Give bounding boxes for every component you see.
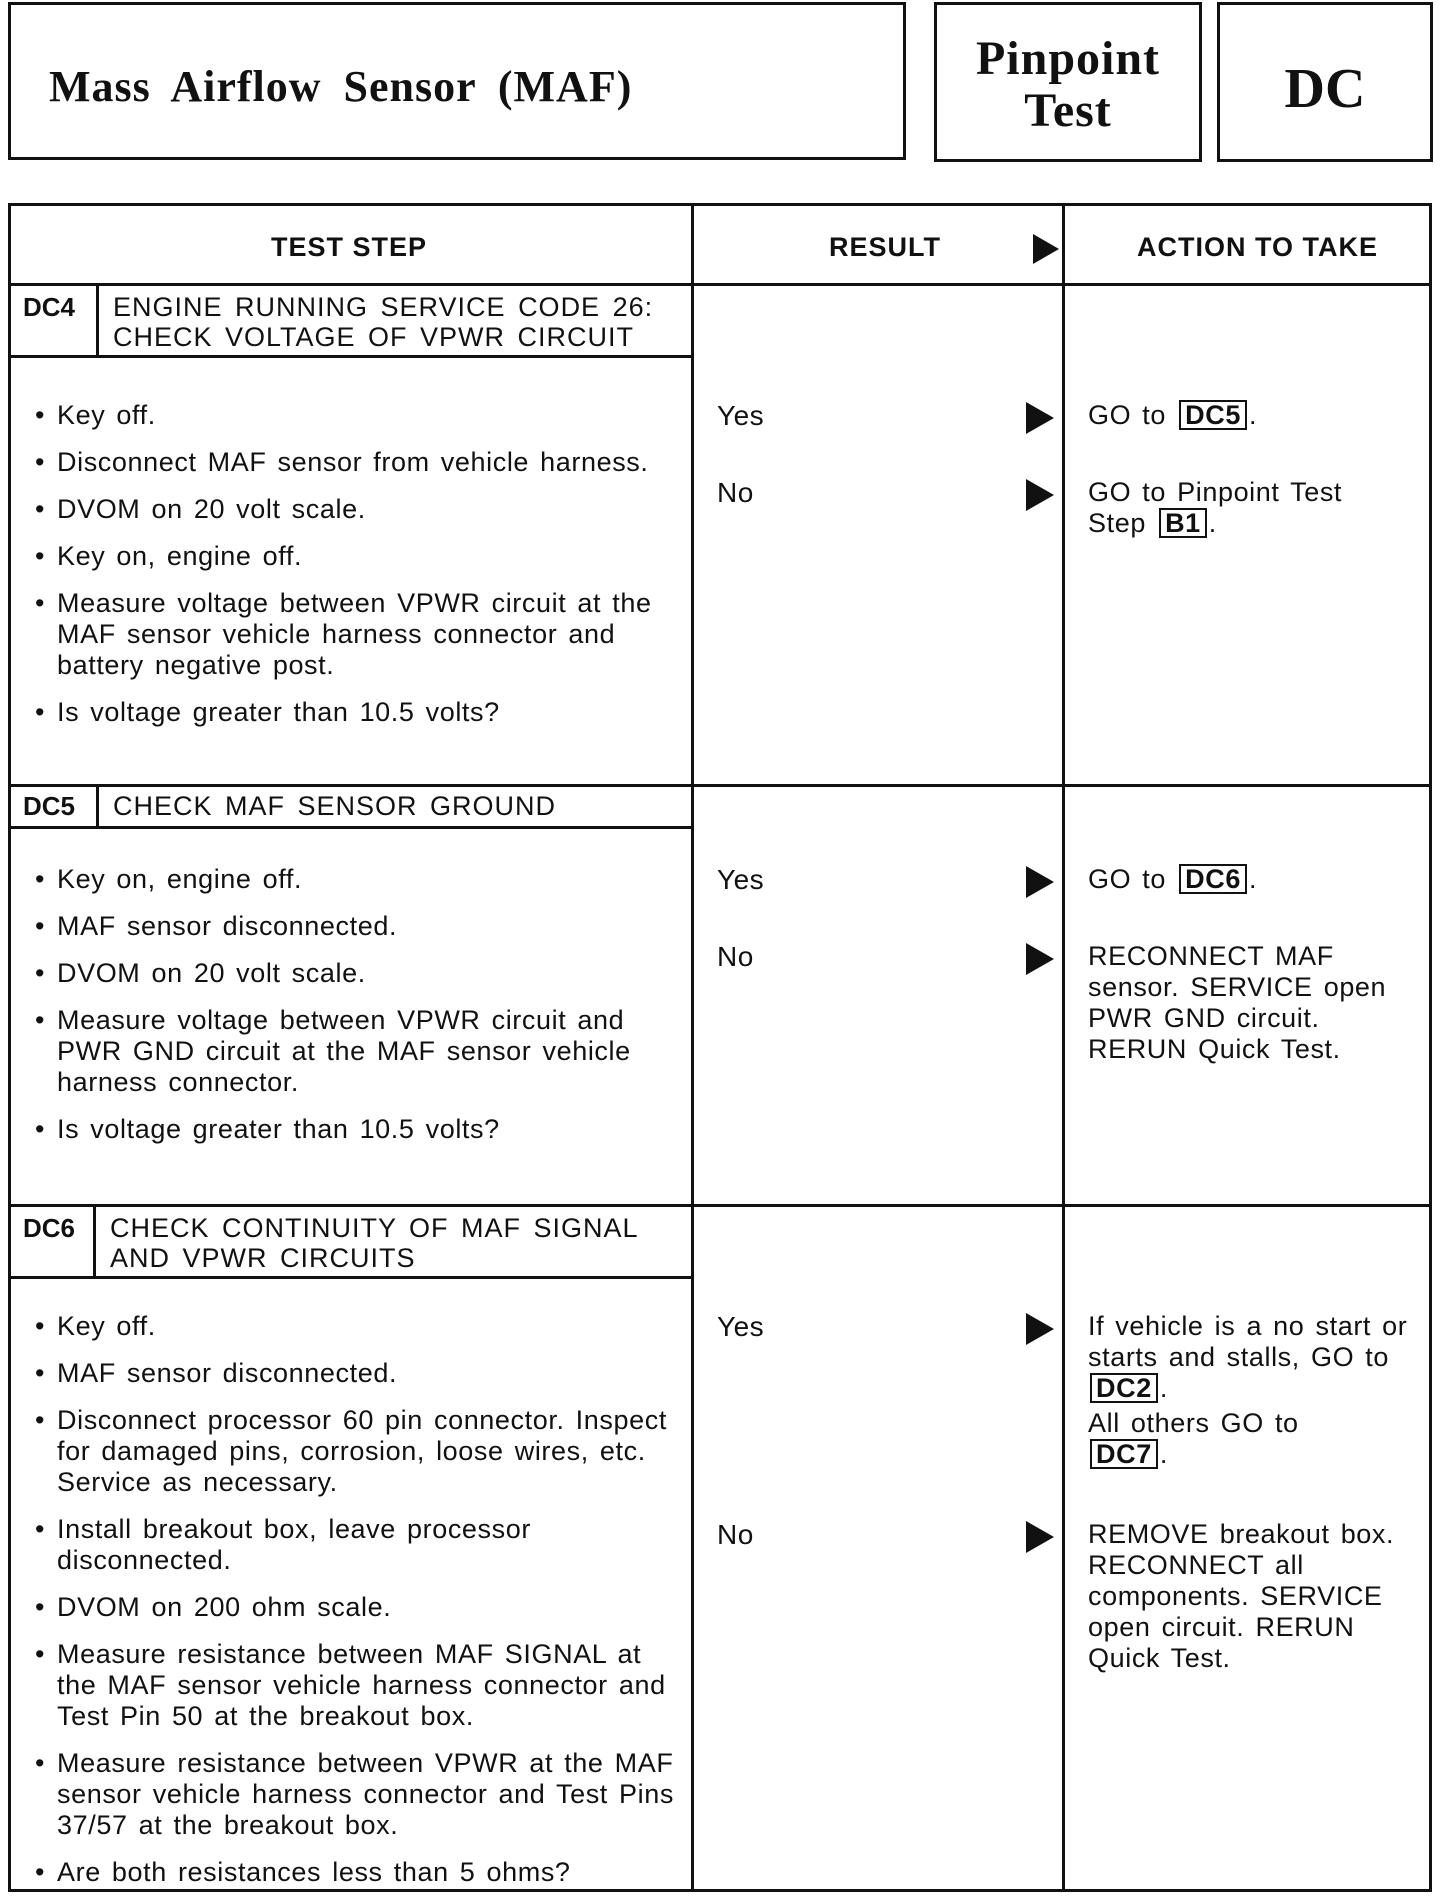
action-text: If vehicle is a no start or starts and stalls, GO to <box>1088 1311 1408 1372</box>
step-header-dc4 <box>11 286 691 358</box>
action-line <box>1088 1408 1338 1470</box>
page-title: Mass Airflow Sensor (MAF) <box>49 62 633 111</box>
action-text: All others GO to <box>1088 1408 1299 1438</box>
column-divider <box>1062 206 1065 1889</box>
test-type-line2: Test <box>1024 84 1112 137</box>
test-table <box>8 203 1432 1892</box>
step-title-line: CHECK MAF SENSOR GROUND <box>113 791 557 821</box>
action-text: GO to <box>1088 400 1167 430</box>
action-suffix: . <box>1159 1373 1168 1403</box>
arrow-right-icon <box>1026 943 1054 975</box>
action-no: RECONNECT MAF sensor. SERVICE open PWR GND circuit. RERUN Quick Test. <box>1088 941 1387 1064</box>
test-type-label <box>937 33 1199 137</box>
column-header-action: ACTION TO TAKE <box>1137 232 1378 262</box>
step-header-dc6 <box>11 1207 691 1279</box>
step-title <box>110 1213 639 1273</box>
action-suffix: . <box>1248 864 1258 894</box>
result-no: No <box>717 477 754 508</box>
step-title-line: CHECK VOLTAGE OF VPWR CIRCUIT <box>113 322 635 352</box>
result-no: No <box>717 941 754 972</box>
step-title-line: CHECK CONTINUITY OF MAF SIGNAL <box>110 1213 639 1243</box>
test-code: DC <box>1284 58 1366 120</box>
instruction-item: • DVOM on 200 ohm scale. <box>35 1592 675 1623</box>
action-line <box>1088 1311 1418 1404</box>
instruction-item: • Is voltage greater than 10.5 volts? <box>35 1114 675 1145</box>
action-no: REMOVE breakout box. RECONNECT all components. SERVICE open circuit. RERUN Quick Test. <box>1088 1519 1395 1673</box>
instruction-item: • MAF sensor disconnected. <box>35 911 675 942</box>
instruction-item: • Measure voltage between VPWR circuit at the MAF sensor vehicle harness connector and battery negative post. <box>35 588 675 681</box>
column-header-result: RESULT <box>829 232 941 262</box>
action-yes <box>1088 864 1428 895</box>
action-suffix: . <box>1159 1439 1168 1469</box>
step-title-line: AND VPWR CIRCUITS <box>110 1243 416 1273</box>
column-header-test-step: TEST STEP <box>271 232 428 262</box>
instruction-item: • Key on, engine off. <box>35 864 675 895</box>
instruction-item: • Install breakout box, leave processor disconnected. <box>35 1514 675 1576</box>
instruction-item: • Measure resistance between MAF SIGNAL at the MAF sensor vehicle harness connector and Test Pin 50 at the breakout box. <box>35 1639 675 1732</box>
step-reference: DC6 <box>1179 864 1247 894</box>
instruction-item: • Disconnect processor 60 pin connector. Inspect for damaged pins, corrosion, loose wires, etc. Service as necessary. <box>35 1405 675 1498</box>
action-text: GO to <box>1088 864 1167 894</box>
column-divider <box>691 206 694 1889</box>
result-yes: Yes <box>717 400 765 431</box>
arrow-right-icon <box>1033 234 1059 264</box>
step-title <box>113 292 653 352</box>
instruction-item: • MAF sensor disconnected. <box>35 1358 675 1389</box>
step-reference: DC7 <box>1090 1439 1158 1469</box>
action-suffix: . <box>1208 508 1217 538</box>
step-instructions-dc5 <box>35 864 675 1145</box>
instruction-item: • DVOM on 20 volt scale. <box>35 958 675 989</box>
step-reference: B1 <box>1159 508 1207 538</box>
step-title-line: ENGINE RUNNING SERVICE CODE 26: <box>113 292 654 322</box>
step-instructions-dc4 <box>35 400 675 728</box>
step-reference: DC5 <box>1179 400 1247 430</box>
test-type-box <box>934 2 1202 162</box>
instruction-item: • Key off. <box>35 400 675 431</box>
arrow-right-icon <box>1026 479 1054 511</box>
instruction-item: • Measure resistance between VPWR at the MAF sensor vehicle harness connector and Test Pins 37/57 at the breakout box. <box>35 1748 675 1841</box>
instruction-item: • Is voltage greater than 10.5 volts? <box>35 697 675 728</box>
action-text: GO to Pinpoint Test Step <box>1088 477 1343 538</box>
result-yes: Yes <box>717 864 765 895</box>
instruction-item: • Are both resistances less than 5 ohms? <box>35 1857 675 1888</box>
step-id: DC4 <box>11 286 99 355</box>
action-yes <box>1088 1311 1418 1470</box>
action-no <box>1088 477 1368 539</box>
step-header-dc5 <box>11 787 691 829</box>
instruction-item: • DVOM on 20 volt scale. <box>35 494 675 525</box>
arrow-right-icon <box>1026 1521 1054 1553</box>
action-yes <box>1088 400 1428 431</box>
step-id: DC6 <box>11 1207 96 1276</box>
result-no: No <box>717 1519 754 1550</box>
instruction-item: • Disconnect MAF sensor from vehicle harness. <box>35 447 675 478</box>
step-id: DC5 <box>11 787 99 826</box>
step-reference: DC2 <box>1090 1373 1158 1403</box>
step-title <box>113 791 556 821</box>
arrow-right-icon <box>1026 866 1054 898</box>
arrow-right-icon <box>1026 1313 1054 1345</box>
step-instructions-dc6 <box>35 1311 675 1888</box>
test-code-box <box>1217 2 1433 162</box>
result-yes: Yes <box>717 1311 765 1342</box>
instruction-item: • Key off. <box>35 1311 675 1342</box>
instruction-item: • Measure voltage between VPWR circuit and PWR GND circuit at the MAF sensor vehicle harness connector. <box>35 1005 675 1098</box>
action-suffix: . <box>1248 400 1258 430</box>
title-box <box>8 2 906 160</box>
test-type-line1: Pinpoint <box>975 32 1161 85</box>
arrow-right-icon <box>1026 402 1054 434</box>
instruction-item: • Key on, engine off. <box>35 541 675 572</box>
